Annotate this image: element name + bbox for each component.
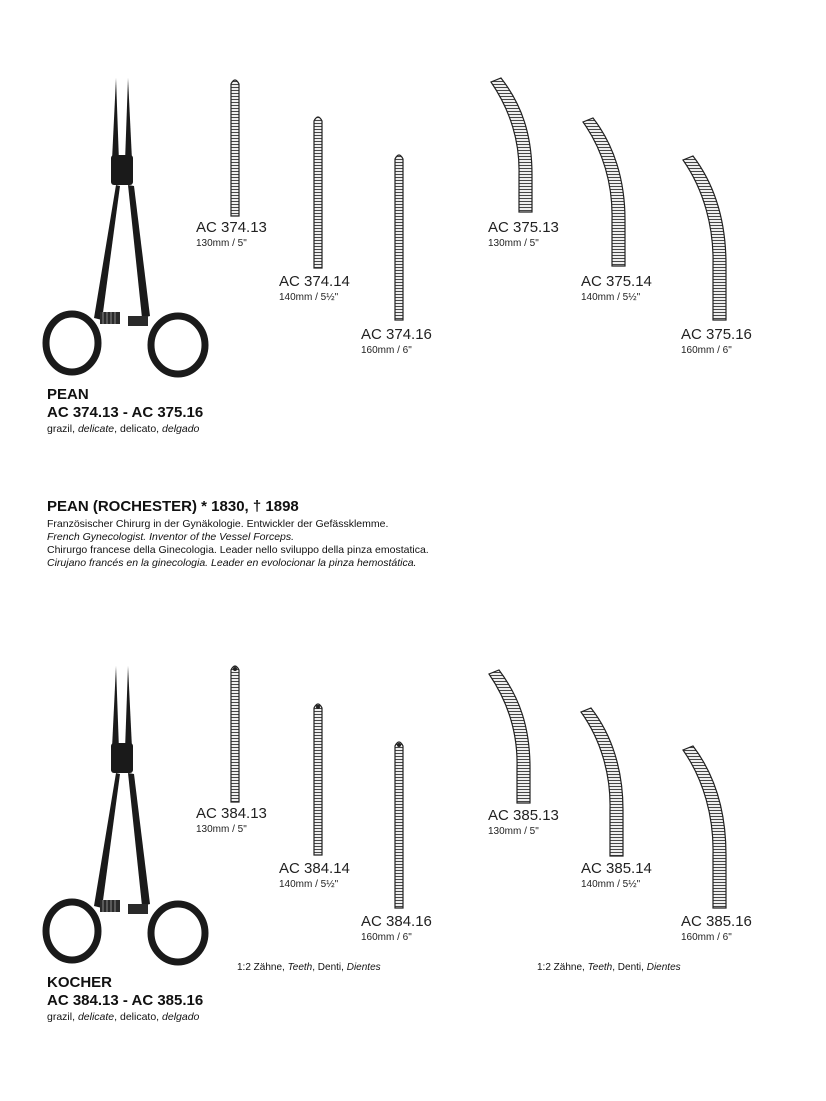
size-375-14: 140mm / 5½" <box>581 292 641 303</box>
kocher-description <box>47 1011 199 1024</box>
code-385-13: AC 385.13 <box>488 807 559 824</box>
size-384-14: 140mm / 5½" <box>279 879 339 890</box>
jaw-375-13-image <box>491 78 532 212</box>
size-374-16: 160mm / 6" <box>361 345 412 356</box>
size-375-16: 160mm / 6" <box>681 345 732 356</box>
desc-es: delgado <box>162 1011 200 1023</box>
teeth-en: Teeth <box>287 962 313 973</box>
bio-heading: PEAN (ROCHESTER) * 1830, † 1898 <box>47 498 299 515</box>
jaw-384-14-image <box>314 704 322 855</box>
jaw-385-14-image <box>581 708 623 856</box>
desc-en: delicate <box>77 1011 115 1023</box>
code-374-16: AC 374.16 <box>361 326 432 343</box>
teeth-note-straight <box>237 962 381 973</box>
jaw-385-13-image <box>489 670 530 803</box>
code-375-13: AC 375.13 <box>488 219 559 236</box>
desc-de: grazil, <box>47 423 78 435</box>
pean-range: AC 374.13 - AC 375.16 <box>47 404 204 421</box>
jaw-374-16-image <box>395 155 403 320</box>
size-385-14: 140mm / 5½" <box>581 879 641 890</box>
jaw-384-13-image <box>231 666 239 802</box>
code-384-14: AC 384.14 <box>279 860 350 877</box>
jaw-384-16-image <box>395 742 403 908</box>
teeth-de: 1:2 Zähne, <box>237 962 288 973</box>
desc-it: , delicato, <box>114 1011 163 1023</box>
jaw-375-16-image <box>683 156 726 320</box>
teeth-es: Dientes <box>646 962 681 973</box>
size-374-14: 140mm / 5½" <box>279 292 339 303</box>
desc-de: grazil, <box>47 1011 78 1023</box>
kocher-range: AC 384.13 - AC 385.16 <box>47 992 204 1009</box>
size-385-16: 160mm / 6" <box>681 932 732 943</box>
size-384-13: 130mm / 5" <box>196 824 247 835</box>
teeth-it: , Denti, <box>612 962 647 973</box>
desc-en: delicate <box>77 423 115 435</box>
teeth-de: 1:2 Zähne, <box>537 962 588 973</box>
size-375-13: 130mm / 5" <box>488 238 539 249</box>
kocher-forceps-image <box>46 666 205 962</box>
code-384-16: AC 384.16 <box>361 913 432 930</box>
size-385-13: 130mm / 5" <box>488 826 539 837</box>
bio-english: French Gynecologist. Inventor of the Vessel Forceps. <box>47 531 295 543</box>
pean-description <box>47 423 199 436</box>
teeth-it: , Denti, <box>312 962 347 973</box>
bio-spanish: Cirujano francés en la ginecologia. Leader en evolocionar la pinza hemostática. <box>47 557 417 569</box>
code-384-13: AC 384.13 <box>196 805 267 822</box>
bio-german: Französischer Chirurg in der Gynäkologie. Entwickler der Gefässklemme. <box>47 518 389 530</box>
pean-title: PEAN <box>47 386 89 403</box>
kocher-title: KOCHER <box>47 974 113 991</box>
teeth-en: Teeth <box>587 962 613 973</box>
desc-it: , delicato, <box>114 423 163 435</box>
code-385-14: AC 385.14 <box>581 860 652 877</box>
code-375-14: AC 375.14 <box>581 273 652 290</box>
pean-forceps-image <box>46 78 205 374</box>
teeth-note-curved <box>537 962 681 973</box>
jaw-374-13-image <box>231 80 239 216</box>
code-374-13: AC 374.13 <box>196 219 267 236</box>
size-374-13: 130mm / 5" <box>196 238 247 249</box>
jaw-375-14-image <box>583 118 625 266</box>
code-374-14: AC 374.14 <box>279 273 350 290</box>
teeth-es: Dientes <box>346 962 381 973</box>
bio-italian: Chirurgo francese della Ginecologia. Leader nello sviluppo della pinza emostatica. <box>47 544 429 556</box>
code-385-16: AC 385.16 <box>681 913 752 930</box>
size-384-16: 160mm / 6" <box>361 932 412 943</box>
jaw-374-14-image <box>314 117 322 268</box>
jaw-385-16-image <box>683 746 726 908</box>
code-375-16: AC 375.16 <box>681 326 752 343</box>
desc-es: delgado <box>162 423 200 435</box>
